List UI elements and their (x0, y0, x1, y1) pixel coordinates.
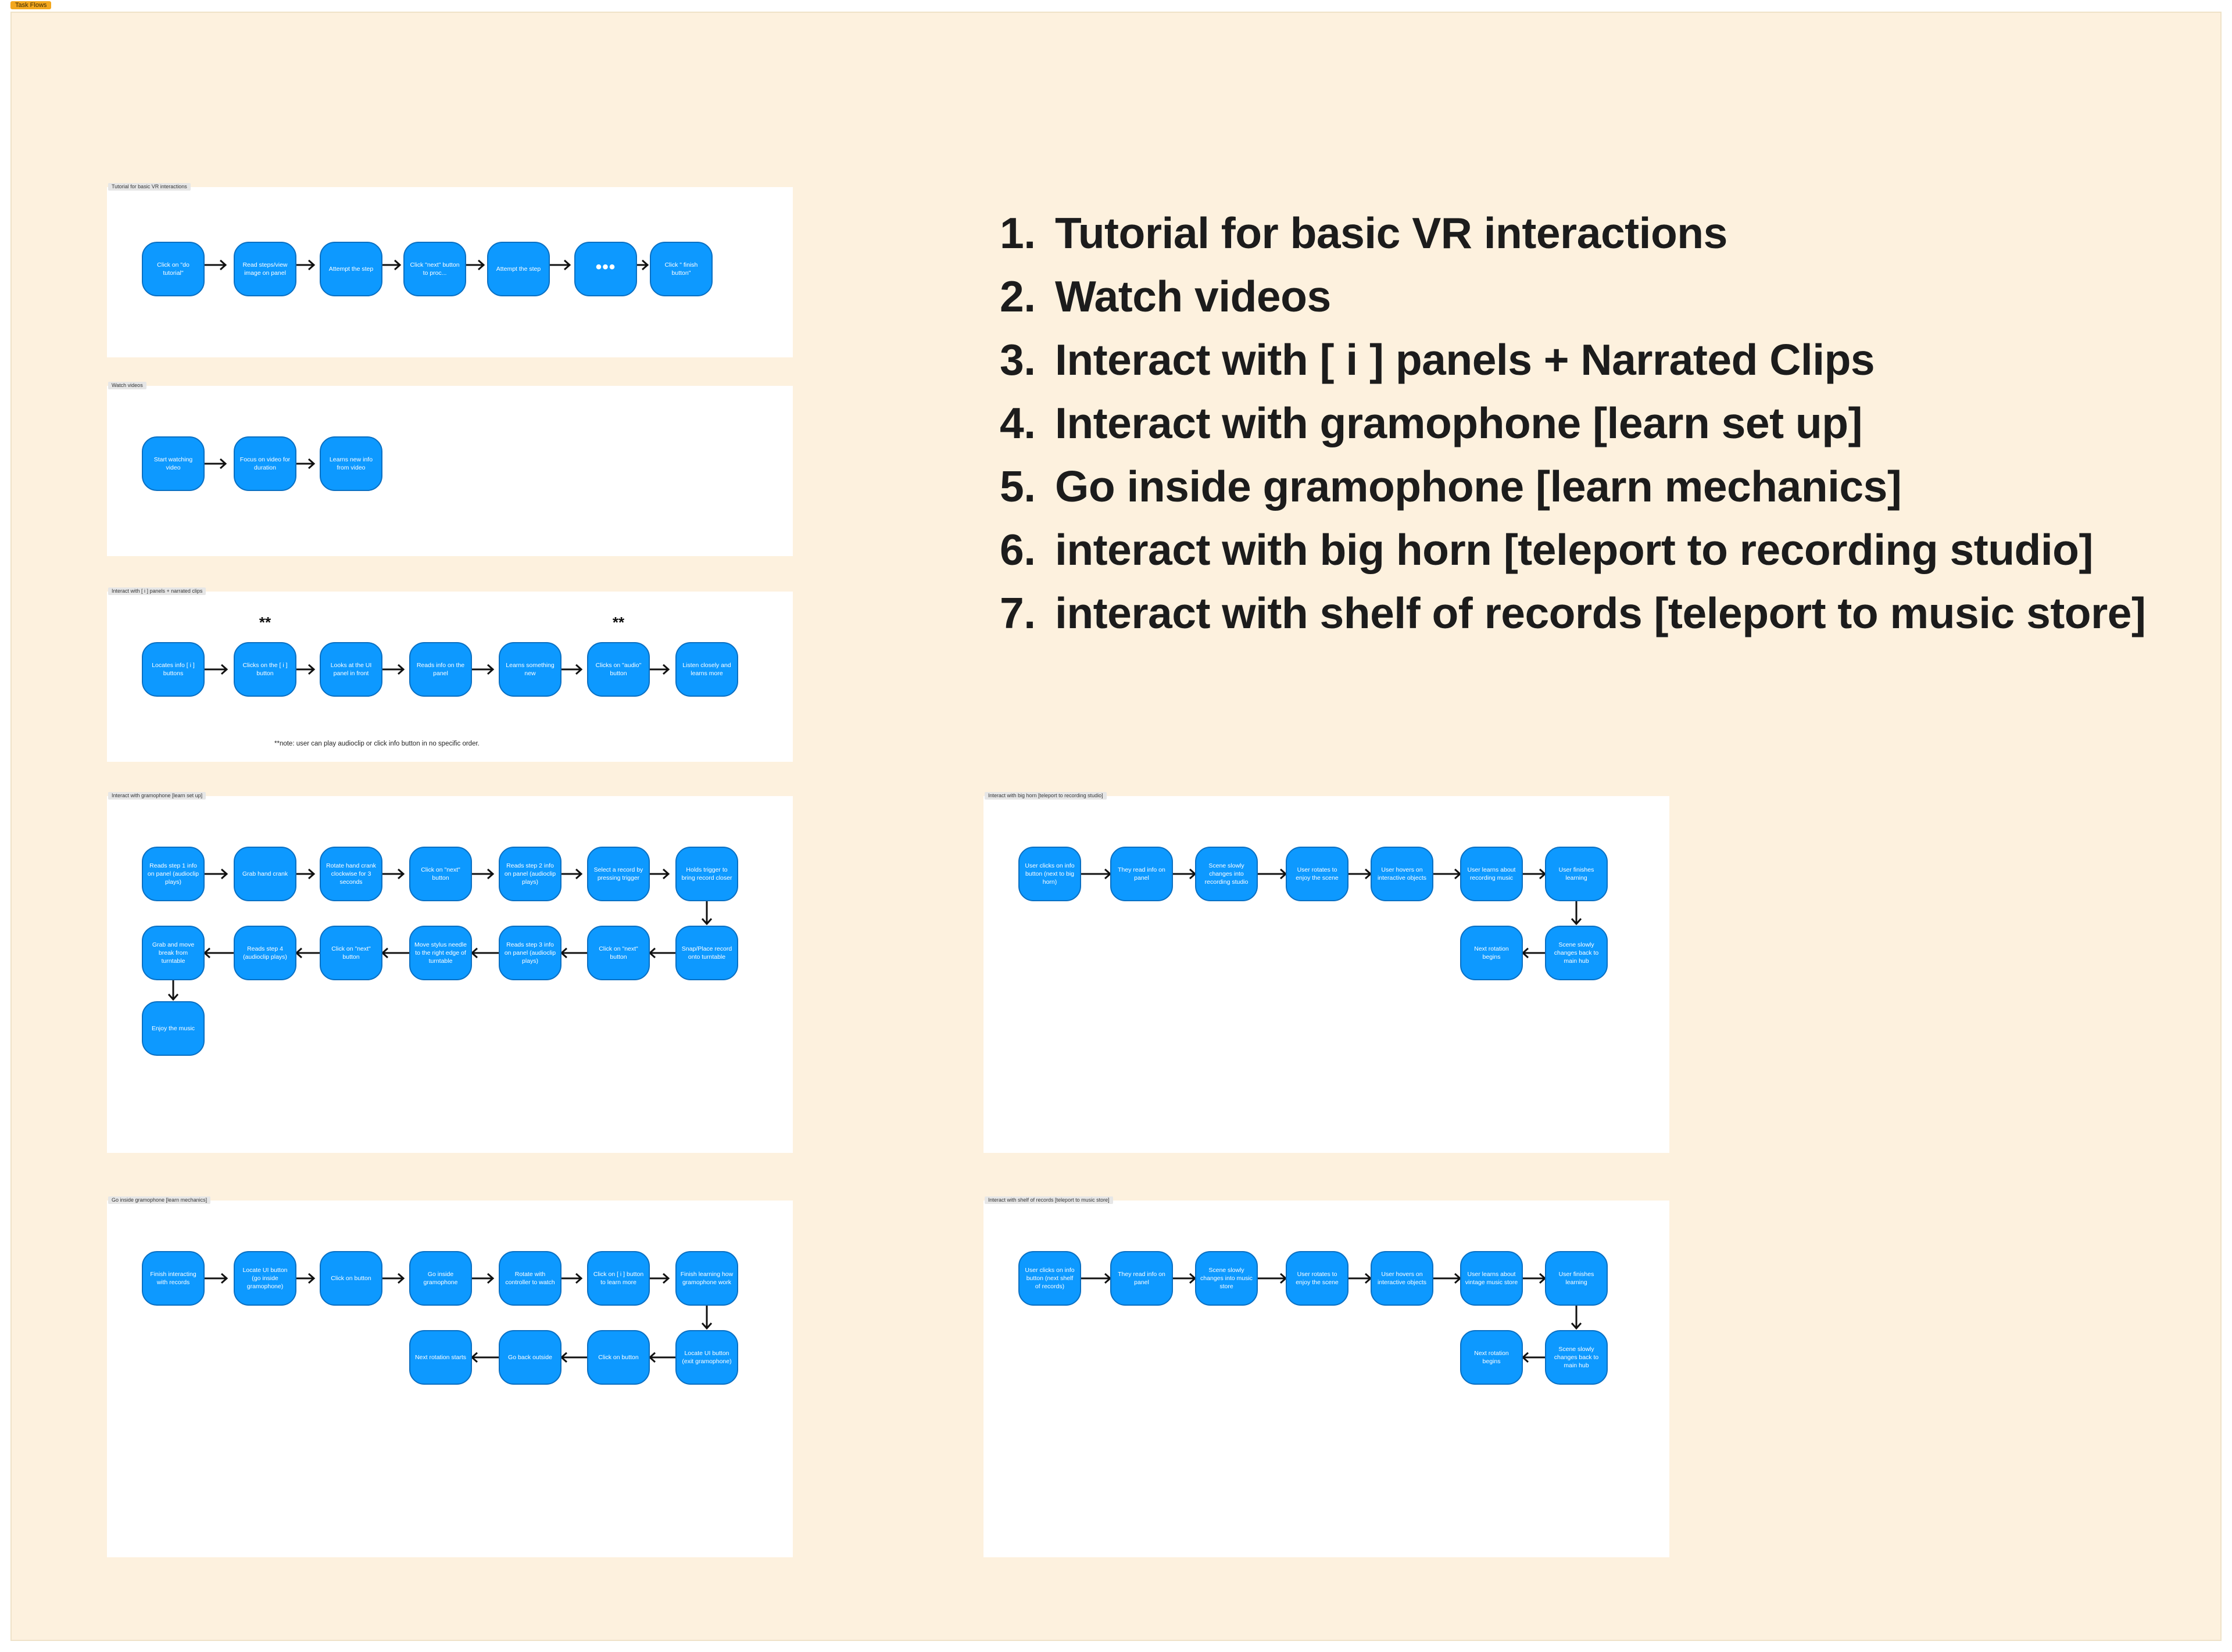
task-list-item: 4. Interact with gramophone [learn set up] (1000, 399, 1862, 447)
task-list (1000, 202, 2145, 645)
panel-tag-big-horn: Interact with big horn [teleport to recording studio] (985, 792, 1107, 800)
flow-node[interactable]: Read steps/view image on panel (234, 242, 296, 296)
panel-watch-videos (107, 382, 793, 556)
flow-node[interactable]: User rotates to enjoy the scene (1286, 847, 1348, 901)
flow-node[interactable]: Scene slowly changes back to main hub (1545, 926, 1608, 980)
task-list-label: interact with shelf of records [teleport to music store] (1055, 589, 2146, 637)
flow-node[interactable]: Finish interacting with records (142, 1251, 205, 1306)
flow-node[interactable]: Grab hand crank (234, 847, 296, 901)
flow-node[interactable]: Click " finish button" (650, 242, 713, 296)
task-list-label: Interact with [ i ] panels + Narrated Clips (1055, 335, 1875, 384)
asterisk-mark: ** (612, 614, 625, 631)
flow-node[interactable]: Reads step 1 info on panel (audioclip plays) (142, 847, 205, 901)
flow-node[interactable]: They read info on panel (1110, 1251, 1173, 1306)
flow-node[interactable]: Enjoy the music (142, 1001, 205, 1056)
order-note: **note: user can play audioclip or click info button in no specific order. (274, 740, 480, 747)
flow-node[interactable]: Snap/Place record onto turntable (675, 926, 738, 980)
flow-node[interactable]: Rotate with controller to watch (499, 1251, 561, 1306)
flow-node[interactable]: Start watching video (142, 436, 205, 491)
flow-node[interactable]: Scene slowly changes back to main hub (1545, 1330, 1608, 1385)
flow-node[interactable]: Grab and move break from turntable (142, 926, 205, 980)
flow-node[interactable]: User finishes learning (1545, 1251, 1608, 1306)
flow-node[interactable]: Go inside gramophone (409, 1251, 472, 1306)
flow-node[interactable]: Next rotation begins (1460, 926, 1523, 980)
flow-node[interactable]: Locate UI button (exit gramophone) (675, 1330, 738, 1385)
flow-node[interactable]: Click "next" button to proc... (403, 242, 466, 296)
flow-node[interactable]: Next rotation begins (1460, 1330, 1523, 1385)
flow-node[interactable]: Move stylus needle to the right edge of turntable (409, 926, 472, 980)
flow-node[interactable]: Next rotation starts (409, 1330, 472, 1385)
flow-node[interactable]: Locates info [ i ] buttons (142, 642, 205, 697)
panel-gramophone-inside (107, 1197, 793, 1557)
flow-node[interactable]: Clicks on the [ i ] button (234, 642, 296, 697)
flow-node[interactable]: Click on button (320, 1251, 382, 1306)
flow-node[interactable]: Holds trigger to bring record closer (675, 847, 738, 901)
flow-node[interactable]: Listen closely and learns more (675, 642, 738, 697)
section-tag[interactable]: Task Flows (10, 1, 51, 9)
flow-node[interactable]: Finish learning how gramophone work (675, 1251, 738, 1306)
flow-node[interactable]: Click on [ i ] button to learn more (587, 1251, 650, 1306)
flow-node[interactable]: Select a record by pressing trigger (587, 847, 650, 901)
panel-tag-info-clips: Interact with [ i ] panels + narrated clips (108, 587, 206, 595)
task-list-item: 1. Tutorial for basic VR interactions (1000, 209, 1727, 257)
task-list-item: 3. Interact with [ i ] panels + Narrated Clips (1000, 335, 1875, 384)
panel-tag-records-shelf: Interact with shelf of records [teleport to music store] (985, 1196, 1113, 1204)
flow-node[interactable]: User clicks on info button (next to big horn) (1018, 847, 1081, 901)
task-list-item: 5. Go inside gramophone [learn mechanics] (1000, 462, 1902, 511)
flow-node[interactable]: Focus on video for duration (234, 436, 296, 491)
task-list-item: 7. interact with shelf of records [teleport to music store] (1000, 589, 2146, 637)
panel-tag-tutorial: Tutorial for basic VR interactions (108, 183, 191, 191)
flow-node[interactable]: Reads step 2 info on panel (audioclip plays) (499, 847, 561, 901)
task-list-item: 2. Watch videos (1000, 272, 1331, 321)
flow-node[interactable]: Attempt the step (487, 242, 550, 296)
panel-gramophone-setup (107, 793, 793, 1153)
flow-node[interactable]: User clicks on info button (next shelf of records) (1018, 1251, 1081, 1306)
flow-node[interactable]: Reads info on the panel (409, 642, 472, 697)
flow-node[interactable]: User rotates to enjoy the scene (1286, 1251, 1348, 1306)
task-list-label: interact with big horn [teleport to recording studio] (1055, 525, 2093, 574)
flow-node[interactable]: Reads step 3 info on panel (audioclip plays) (499, 926, 561, 980)
panel-tag-gramophone-setup: Interact with gramophone [learn set up] (108, 792, 206, 800)
task-list-label: Interact with gramophone [learn set up] (1055, 399, 1862, 447)
flow-node[interactable]: Click on "do tutorial" (142, 242, 205, 296)
flow-node[interactable]: User finishes learning (1545, 847, 1608, 901)
task-list-label: Tutorial for basic VR interactions (1055, 209, 1727, 257)
flow-node[interactable]: Learns something new (499, 642, 561, 697)
flow-node[interactable]: Learns new info from video (320, 436, 382, 491)
flow-node[interactable]: Looks at the UI panel in front (320, 642, 382, 697)
task-list-label: Go inside gramophone [learn mechanics] (1055, 462, 1902, 511)
flow-node[interactable]: Scene slowly changes into music store (1195, 1251, 1258, 1306)
flow-node[interactable]: Click on "next" button (587, 926, 650, 980)
flow-node[interactable]: Reads step 4 (audioclip plays) (234, 926, 296, 980)
task-list-label: Watch videos (1055, 272, 1331, 321)
flow-node[interactable]: They read info on panel (1110, 847, 1173, 901)
panel-big-horn (983, 793, 1669, 1153)
flow-node[interactable]: Clicks on "audio" button (587, 642, 650, 697)
flow-node[interactable]: Attempt the step (320, 242, 382, 296)
flow-node[interactable]: User learns about recording music (1460, 847, 1523, 901)
flow-node[interactable]: Go back outside (499, 1330, 561, 1385)
flow-node[interactable]: User hovers on interactive objects (1371, 847, 1433, 901)
asterisk-mark: ** (259, 614, 271, 631)
task-list-item: 6. interact with big horn [teleport to recording studio] (1000, 525, 2093, 574)
flow-node[interactable]: Locate UI button (go inside gramophone) (234, 1251, 296, 1306)
flow-node[interactable]: Scene slowly changes into recording studio (1195, 847, 1258, 901)
task-flows-board (10, 12, 2222, 1641)
flow-node[interactable]: User learns about vintage music store (1460, 1251, 1523, 1306)
flow-node[interactable]: User hovers on interactive objects (1371, 1251, 1433, 1306)
panel-tag-videos: Watch videos (108, 382, 146, 389)
flow-node[interactable]: Click on "next" button (409, 847, 472, 901)
flow-node[interactable]: Click on "next" button (320, 926, 382, 980)
flow-node[interactable]: Click on button (587, 1330, 650, 1385)
panel-tag-gramophone-inside: Go inside gramophone [learn mechanics] (108, 1196, 210, 1204)
flow-arrows-videos (107, 386, 793, 556)
panel-info-clips (107, 588, 793, 762)
ellipsis-node[interactable]: ••• (574, 242, 637, 296)
panel-records-shelf (983, 1197, 1669, 1557)
flow-node[interactable]: Rotate hand crank clockwise for 3 seconds (320, 847, 382, 901)
panel-tutorial (107, 184, 793, 357)
